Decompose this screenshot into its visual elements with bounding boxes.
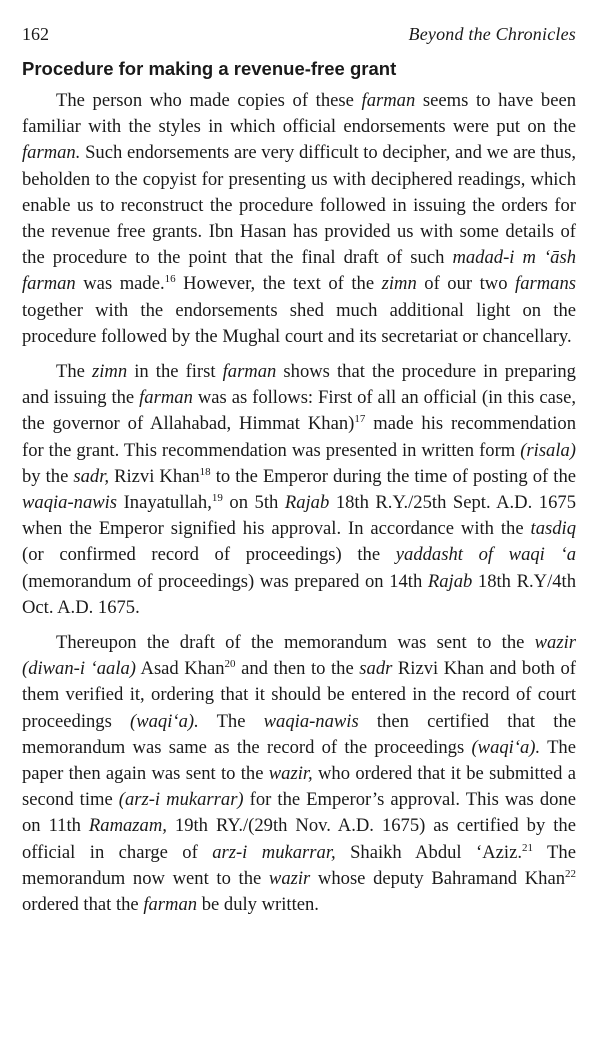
text-run: Asad Khan: [136, 658, 225, 680]
text-run: 19th RY./(29th Nov. A.D. 1675) as certified by the official in charge of: [22, 815, 576, 863]
italic-term: Ramazam,: [88, 815, 167, 837]
italic-term: Rajab: [284, 492, 330, 514]
footnote-ref: 21: [521, 841, 533, 854]
text-run: 18th R.Y./25th Sept. A.D. 1675 when the Emperor signified his approval. In accordance with the: [22, 492, 576, 540]
text-run: was made.: [75, 273, 165, 295]
italic-term: (waqi‘a).: [130, 710, 199, 732]
italic-term: (arz-i mukarrar): [118, 789, 244, 811]
text-run: seems to have been familiar with the styles in which official endorsements were put on the: [22, 90, 576, 138]
text-run: shows that the procedure in preparing and issuing the: [22, 361, 576, 409]
text-run: was as follows: First of all an official (in this case, the governor of Allahabad, Himmat Khan): [22, 387, 576, 435]
italic-term: wazir (diwan-i ‘aala): [22, 632, 576, 680]
italic-term: zimn: [381, 273, 417, 295]
italic-term: farman: [361, 90, 416, 111]
page-number: 162: [22, 24, 49, 44]
italic-term: farmans: [515, 273, 576, 295]
text-run: on 5th: [222, 492, 285, 514]
text-run: Rizvi Khan and both of them verified it, ordering that it should be entered in the record of court proceedings: [22, 658, 576, 732]
text-run: to the Emperor during the time of posting of the: [210, 465, 576, 487]
footnote-ref: 20: [224, 658, 236, 671]
body-text: [22, 88, 576, 918]
italic-term: wazir,: [268, 763, 313, 785]
text-run: However, the text of the: [175, 273, 382, 295]
italic-term: sadr: [359, 658, 393, 680]
italic-term: farman.: [22, 142, 81, 164]
text-run: whose deputy Bahramand Khan: [310, 867, 565, 889]
footnote-ref: 18: [199, 465, 211, 478]
paragraph: [22, 630, 576, 918]
footnote-ref: 19: [211, 491, 223, 504]
text-run: who ordered that it be submitted a second time: [22, 763, 577, 811]
text-run: Thereupon the draft of the memorandum was sent to the: [56, 632, 535, 654]
italic-term: waqia-nawis: [22, 492, 118, 514]
book-page: [22, 22, 576, 927]
text-run: then certified that the memorandum was same as the record of the proceedings: [22, 710, 576, 758]
italic-term: waqia-nawis: [263, 710, 359, 732]
italic-term: farman: [143, 894, 198, 916]
italic-term: tasdiq: [530, 518, 576, 540]
text-run: for the Emperor’s approval. This was done on 11th: [22, 789, 576, 837]
text-run: The memorandum now went to the: [22, 841, 576, 889]
italic-term: sadr,: [73, 465, 110, 487]
italic-term: arz-i mukarrar,: [212, 841, 336, 863]
text-run: and then to the: [235, 658, 360, 680]
italic-term: farman: [222, 361, 277, 383]
footnote-ref: 17: [354, 413, 366, 426]
italic-term: zimn: [92, 361, 128, 383]
italic-term: farman: [139, 387, 193, 409]
text-run: Inayatullah,: [117, 492, 212, 514]
footnote-ref: 22: [565, 867, 576, 880]
text-run: Shaikh Abdul ‘Aziz.: [335, 841, 522, 863]
italic-term: madad-i m ‘āsh farman: [22, 247, 576, 295]
paragraph: [22, 88, 576, 350]
footnote-ref: 16: [164, 273, 176, 286]
running-header: [22, 22, 576, 46]
section-heading: Procedure for making a revenue-free grant: [22, 58, 397, 79]
text-run: (memorandum of proceedings) was prepared on 14th: [22, 570, 428, 592]
text-run: The paper then again was sent to the: [22, 736, 576, 785]
italic-term: (risala): [520, 439, 576, 461]
text-run: Such endorsements are very difficult to decipher, and we are thus, beholden to the copyist for presenting us with deciphered readings, which enable us to reconstruct the procedure followed in issuing the orders for the revenue free grants. Ibn Hasan has provided us with some details of the procedure to the point that the final draft of such: [22, 142, 576, 269]
text-run: made his recommendation for the grant. This recommendation was presented in written form: [22, 413, 576, 461]
text-run: by the: [22, 465, 74, 487]
text-run: The: [198, 710, 264, 732]
text-run: 18th R.Y/4th Oct. A.D. 1675.: [22, 570, 577, 618]
italic-term: (waqi‘a).: [471, 736, 541, 758]
text-run: ordered that the: [22, 894, 144, 916]
text-run: (or confirmed record of proceedings) the: [22, 544, 396, 566]
text-run: The: [56, 361, 92, 383]
text-run: together with the endorsements shed much additional light on the procedure followed by the Mughal court and its secretariat or chancellary.: [22, 299, 576, 347]
text-run: in the first: [127, 361, 223, 383]
text-run: be duly written.: [197, 894, 319, 916]
text-run: The person who made copies of these: [56, 90, 362, 111]
italic-term: wazir: [268, 867, 311, 889]
italic-term: yaddasht of waqi ‘a: [395, 544, 576, 566]
running-title: Beyond the Chronicles: [408, 24, 576, 44]
italic-term: Rajab: [427, 570, 473, 592]
text-run: Rizvi Khan: [109, 465, 200, 487]
paragraph: [22, 359, 576, 621]
text-run: of our two: [416, 273, 516, 295]
